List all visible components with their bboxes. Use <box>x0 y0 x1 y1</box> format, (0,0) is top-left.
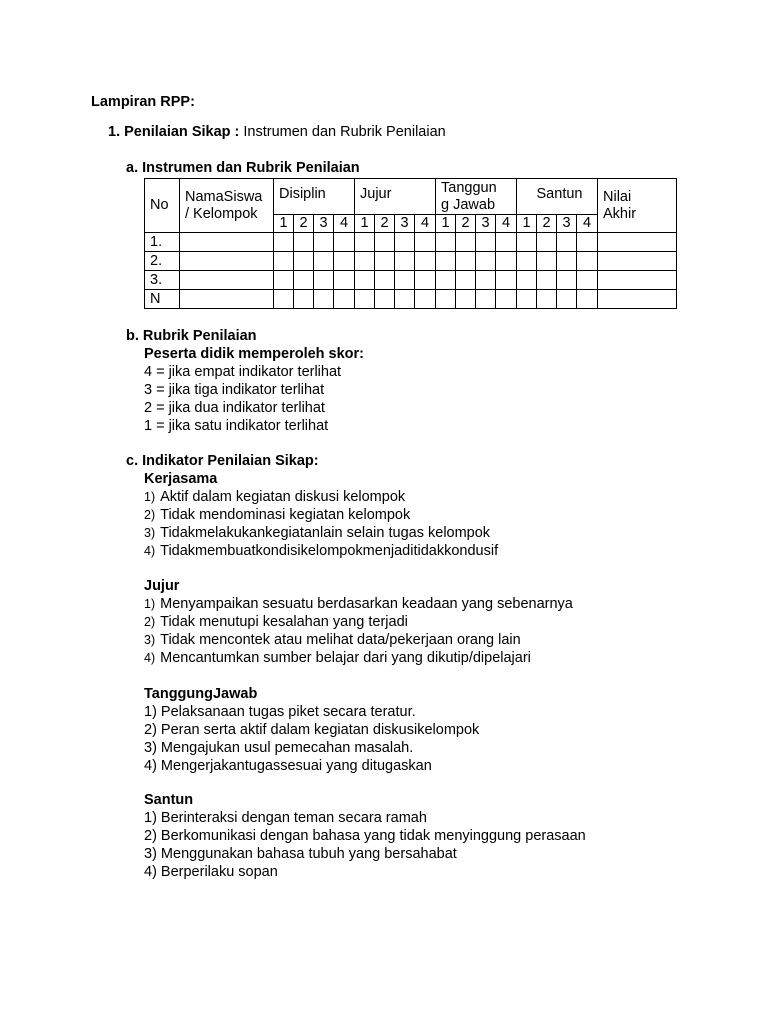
table-cell <box>355 252 375 271</box>
subsection-a-marker: a. <box>126 160 139 176</box>
list-text: Tidak menutupi kesalahan yang terjadi <box>160 614 408 630</box>
indicator-group-jujur <box>144 577 573 667</box>
list-item: 1) Pelaksanaan tugas piket secara teratur. <box>144 704 416 720</box>
table-cell <box>517 290 537 309</box>
table-cell <box>274 233 294 252</box>
rubric-block <box>144 345 364 435</box>
list-item: 2) Berkomunikasi dengan bahasa yang tidak menyinggung perasaan <box>144 828 586 844</box>
table-row <box>145 271 677 290</box>
rubric-subtitle: Peserta didik memperoleh skor: <box>144 346 364 362</box>
section-1-number: 1. <box>108 124 121 140</box>
table-cell <box>375 252 395 271</box>
table-row <box>145 233 677 252</box>
list-item: 3) Menggunakan bahasa tubuh yang bersahabat <box>144 846 457 862</box>
list-item <box>144 613 573 631</box>
list-item: 1) Berinteraksi dengan teman secara ramah <box>144 810 427 826</box>
table-cell <box>180 271 274 290</box>
score-label: 4 <box>577 215 598 233</box>
subsection-a-title: Instrumen dan Rubrik Penilaian <box>142 160 360 176</box>
table-cell <box>598 252 677 271</box>
subsection-b-heading <box>126 328 257 344</box>
score-label: 3 <box>476 215 496 233</box>
table-cell <box>557 271 577 290</box>
table-cell <box>180 290 274 309</box>
table-cell <box>456 252 476 271</box>
rubric-line: 3 = jika tiga indikator terlihat <box>144 382 325 398</box>
table-cell <box>476 233 496 252</box>
table-cell <box>294 233 314 252</box>
table-cell <box>456 271 476 290</box>
list-marker: 3) <box>144 526 156 540</box>
indicator-group-title: Santun <box>144 792 194 808</box>
table-cell <box>496 252 517 271</box>
list-marker: 4) <box>144 651 156 665</box>
list-text: Tidakmelakukankegiatanlain selain tugas kelompok <box>160 525 491 541</box>
list-item: 3) Mengajukan usul pemecahan masalah. <box>144 740 414 756</box>
subsection-c-heading <box>126 453 319 469</box>
table-cell <box>294 252 314 271</box>
list-text: Tidak mencontek atau melihat data/pekerjaan orang lain <box>160 632 521 648</box>
table-cell <box>314 233 334 252</box>
list-marker: 2) <box>144 615 156 629</box>
header-jujur: Jujur <box>355 179 436 215</box>
list-item <box>144 631 573 649</box>
subsection-c-title: Indikator Penilaian Sikap: <box>142 453 319 469</box>
row-number: N <box>145 290 180 309</box>
list-text: Tidakmembuatkondisikelompokmenjaditidakkondusif <box>160 543 499 559</box>
table-cell <box>395 252 415 271</box>
header-nilai-akhir: Nilai Akhir <box>598 179 677 233</box>
score-label: 1 <box>355 215 375 233</box>
table-cell <box>415 252 436 271</box>
table-cell <box>334 271 355 290</box>
table-cell <box>294 271 314 290</box>
table-cell <box>334 290 355 309</box>
table-cell <box>537 290 557 309</box>
score-label: 4 <box>334 215 355 233</box>
table-cell <box>476 252 496 271</box>
table-cell <box>375 233 395 252</box>
table-cell <box>577 252 598 271</box>
table-cell <box>375 290 395 309</box>
score-label: 3 <box>395 215 415 233</box>
table-cell <box>436 233 456 252</box>
table-header-row <box>145 179 677 215</box>
score-label: 4 <box>415 215 436 233</box>
table-cell <box>274 271 294 290</box>
table-cell <box>415 233 436 252</box>
rubric-line: 1 = jika satu indikator terlihat <box>144 418 329 434</box>
list-item <box>144 649 573 667</box>
row-number: 3. <box>145 271 180 290</box>
indicator-group-title: TanggungJawab <box>144 686 258 702</box>
indicator-group-title: Kerjasama <box>144 471 218 487</box>
list-marker: 1) <box>144 490 156 504</box>
score-label: 1 <box>517 215 537 233</box>
list-marker: 4) <box>144 544 156 558</box>
table-cell <box>456 233 476 252</box>
table-row <box>145 290 677 309</box>
table-cell <box>395 290 415 309</box>
score-label: 4 <box>496 215 517 233</box>
score-label: 3 <box>314 215 334 233</box>
list-item: 4) Mengerjakantugassesuai yang ditugaskan <box>144 758 432 774</box>
table-cell <box>415 271 436 290</box>
header-no: No <box>145 179 180 233</box>
rubric-line: 2 = jika dua indikator terlihat <box>144 400 325 416</box>
table-cell <box>314 271 334 290</box>
table-cell <box>334 233 355 252</box>
table-cell <box>517 233 537 252</box>
list-marker: 2) <box>144 508 156 522</box>
subsection-c-marker: c. <box>126 453 139 469</box>
header-tanggung-jawab: Tanggun g Jawab <box>436 179 517 215</box>
table-cell <box>355 290 375 309</box>
table-cell <box>557 233 577 252</box>
table-cell <box>537 233 557 252</box>
document-title: Lampiran RPP: <box>91 94 195 110</box>
list-text: Tidak mendominasi kegiatan kelompok <box>160 507 411 523</box>
table-cell <box>496 233 517 252</box>
list-marker: 3) <box>144 633 156 647</box>
list-item <box>144 524 498 542</box>
assessment-table <box>144 178 677 309</box>
score-label: 2 <box>456 215 476 233</box>
header-nama-siswa: NamaSiswa / Kelompok <box>180 179 274 233</box>
table-cell <box>496 290 517 309</box>
table-cell <box>294 290 314 309</box>
indicator-group-tanggung-jawab <box>144 685 479 775</box>
table-cell <box>476 290 496 309</box>
header-santun: Santun <box>517 179 598 215</box>
row-number: 2. <box>145 252 180 271</box>
indicator-group-title: Jujur <box>144 578 180 594</box>
score-label: 1 <box>274 215 294 233</box>
section-1-description: Instrumen dan Rubrik Penilaian <box>239 124 446 140</box>
table-cell <box>334 252 355 271</box>
score-label: 2 <box>537 215 557 233</box>
list-item <box>144 595 573 613</box>
table-cell <box>598 233 677 252</box>
score-label: 2 <box>375 215 395 233</box>
table-cell <box>314 290 334 309</box>
subsection-a-heading <box>126 160 360 176</box>
table-cell <box>577 290 598 309</box>
table-cell <box>598 290 677 309</box>
table-cell <box>557 252 577 271</box>
table-row <box>145 252 677 271</box>
table-cell <box>436 271 456 290</box>
table-cell <box>436 252 456 271</box>
table-cell <box>375 271 395 290</box>
list-item: 4) Berperilaku sopan <box>144 864 278 880</box>
table-cell <box>537 271 557 290</box>
table-cell <box>517 252 537 271</box>
subsection-b-marker: b. <box>126 328 139 344</box>
list-item <box>144 542 498 560</box>
rubric-line: 4 = jika empat indikator terlihat <box>144 364 342 380</box>
score-label: 1 <box>436 215 456 233</box>
list-marker: 1) <box>144 597 156 611</box>
list-item: 2) Peran serta aktif dalam kegiatan diskusikelompok <box>144 722 480 738</box>
table-cell <box>456 290 476 309</box>
table-cell <box>496 271 517 290</box>
table-cell <box>436 290 456 309</box>
table-cell <box>577 271 598 290</box>
score-label: 3 <box>557 215 577 233</box>
table-cell <box>180 233 274 252</box>
section-1-label: Penilaian Sikap : <box>124 124 240 140</box>
table-cell <box>355 233 375 252</box>
subsection-b-title: Rubrik Penilaian <box>142 328 257 344</box>
table-cell <box>517 271 537 290</box>
table-cell <box>314 252 334 271</box>
header-disiplin: Disiplin <box>274 179 355 215</box>
row-number: 1. <box>145 233 180 252</box>
list-text: Aktif dalam kegiatan diskusi kelompok <box>160 489 406 505</box>
section-1-heading <box>108 124 446 140</box>
table-cell <box>557 290 577 309</box>
list-text: Mencantumkan sumber belajar dari yang dikutip/dipelajari <box>160 650 531 666</box>
list-item <box>144 506 498 524</box>
table-cell <box>395 233 415 252</box>
table-cell <box>395 271 415 290</box>
table-cell <box>180 252 274 271</box>
list-text: Menyampaikan sesuatu berdasarkan keadaan yang sebenarnya <box>160 596 573 612</box>
indicator-group-kerjasama <box>144 470 498 560</box>
table-cell <box>415 290 436 309</box>
table-cell <box>274 252 294 271</box>
score-label: 2 <box>294 215 314 233</box>
table-cell <box>537 252 557 271</box>
table-cell <box>476 271 496 290</box>
table-cell <box>355 271 375 290</box>
table-cell <box>598 271 677 290</box>
table-cell <box>274 290 294 309</box>
indicator-group-santun <box>144 791 586 881</box>
list-item <box>144 488 498 506</box>
table-cell <box>577 233 598 252</box>
